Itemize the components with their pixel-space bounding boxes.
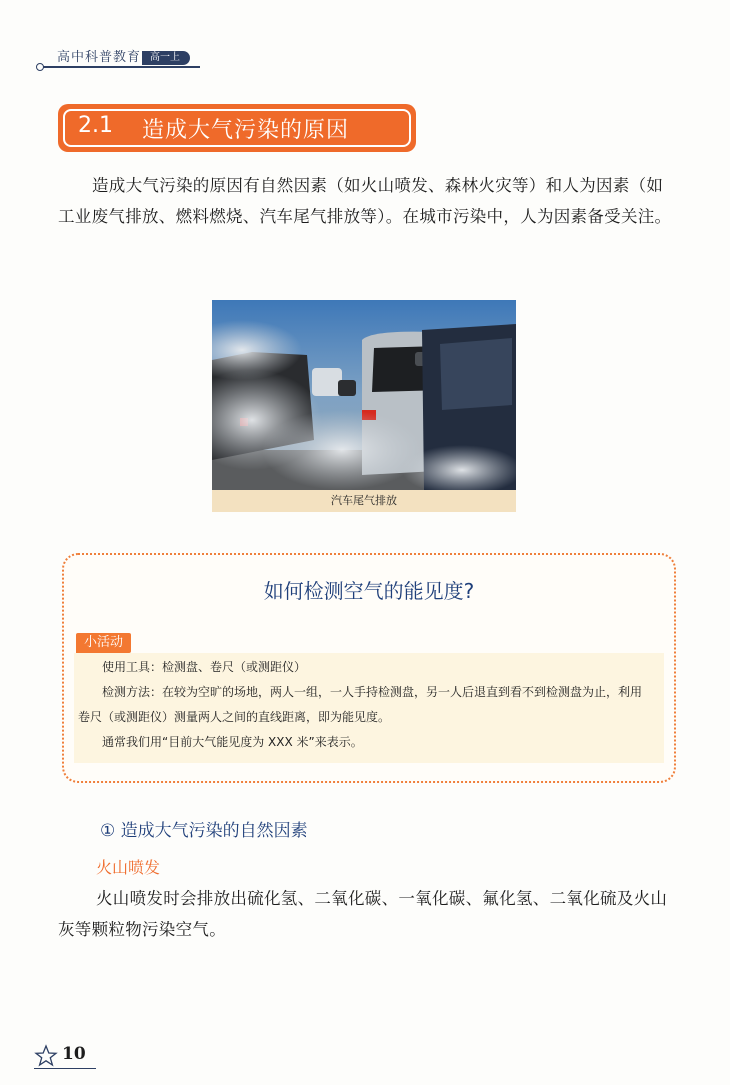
section-title: 造成大气污染的原因 [142,118,350,143]
page-number: 10 [62,1044,86,1064]
subsection-marker: ① [100,821,116,841]
activity-title: 如何检测空气的能见度? [263,579,475,603]
activity-method: 检测方法：在较为空旷的场地，两人一组，一人手持检测盘，另一人后退直到看不到检测盘为止，利用卷尺（或测距仪）测量两人之间的直线距离，即为能见度。 [78,685,643,724]
activity-box [62,553,676,783]
volcano-paragraph: 火山喷发时会排放出硫化氢、二氧化碳、一氧化碳、氟化氢、二氧化硫及火山灰等颗粒物污染空气。 [58,889,668,939]
header-title: 高中科普教育 [57,50,142,65]
topic-heading: 火山喷发 [96,858,161,877]
activity-note: 通常我们用“目前大气能见度为 XXX 米”来表示。 [102,735,363,749]
header-dot [36,63,44,71]
subsection-heading [100,816,308,841]
photo-caption: 汽车尾气排放 [212,490,516,512]
section-number: 2.1 [78,113,113,138]
subsection-title: 造成大气污染的自然因素 [120,821,308,841]
activity-tag: 小活动 [76,633,131,653]
exhaust-photo [212,300,516,490]
header-rule [40,66,200,68]
section-banner [58,104,416,152]
intro-paragraph: 造成大气污染的原因有自然因素（如火山喷发、森林火灾等）和人为因素（如工业废气排放、燃料燃烧、汽车尾气排放等）。在城市污染中，人为因素备受关注。 [58,176,672,226]
activity-text [78,655,646,755]
running-header [40,44,200,68]
footer-rule [34,1068,96,1069]
star-icon [34,1044,58,1068]
header-grade-badge: 高一上 [142,51,190,65]
activity-tools: 使用工具：检测盘、卷尺（或测距仪） [102,660,307,674]
